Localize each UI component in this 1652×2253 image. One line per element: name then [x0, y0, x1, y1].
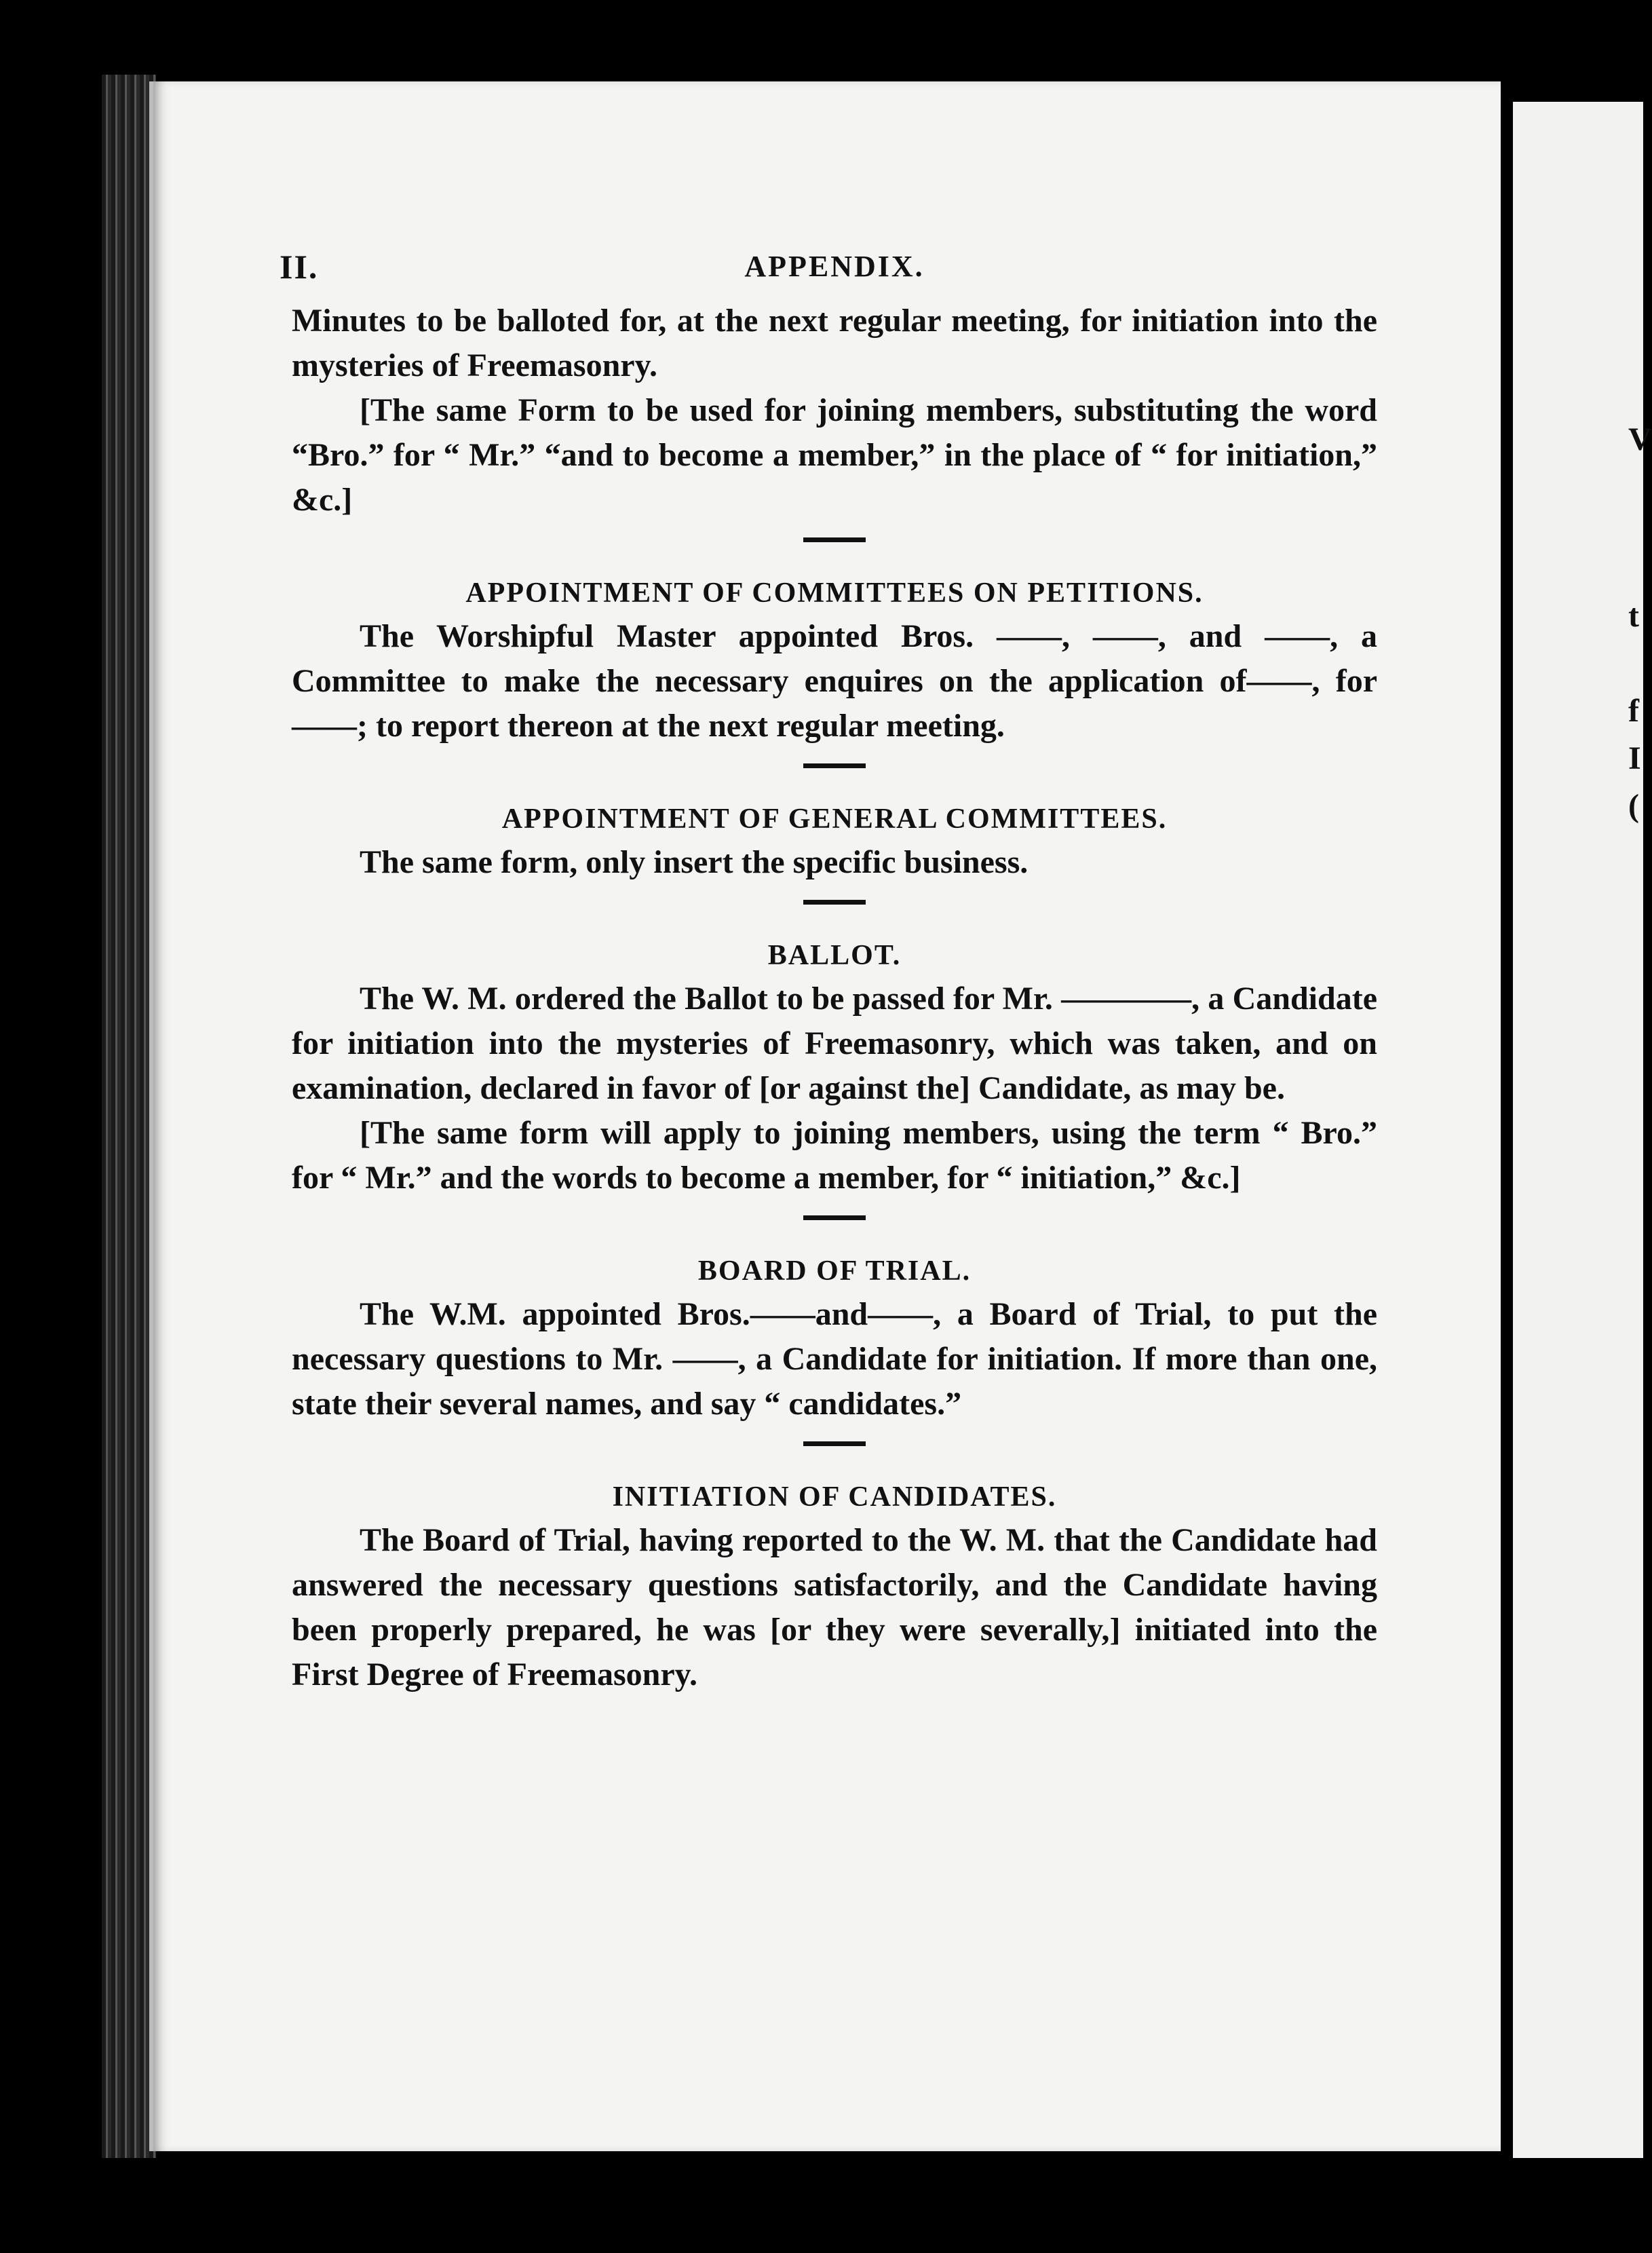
section-divider: [803, 1441, 866, 1446]
running-title: APPENDIX.: [744, 250, 925, 283]
next-page-fragment: f: [1628, 693, 1639, 729]
next-page-fragment: (: [1628, 788, 1639, 824]
section-heading: INITIATION OF CANDIDATES.: [612, 1481, 1057, 1513]
section-paragraph: [The same form will apply to joining members, using the term “ Bro.” for “ Mr.” and the words to become a member, for “ initiation,” &c.]: [292, 1115, 1377, 1196]
next-page-fragment: t: [1628, 598, 1639, 634]
section-paragraph: The same form, only insert the specific business.: [360, 844, 1029, 880]
section-divider: [803, 1215, 866, 1220]
running-head: [280, 244, 1377, 299]
section-heading: BOARD OF TRIAL.: [697, 1255, 972, 1287]
page-text: [280, 244, 1377, 1697]
next-page-edge: [1513, 102, 1652, 2158]
section-divider: [803, 763, 866, 768]
page-number: II.: [280, 248, 319, 286]
section-paragraph: The Worshipful Master appointed Bros. ——, ——, and ——, a Committee to make the necessary enquires on the application of——, for ——; to report thereon at the next regular meeting.: [292, 618, 1377, 744]
next-page-fragment: I: [1628, 740, 1641, 776]
intro-note: [The same Form to be used for joining members, substituting the word “Bro.” for “ Mr.” “and to become a member,” in the place of “ for initiation,” &c.]: [292, 392, 1377, 518]
section-heading: BALLOT.: [767, 940, 902, 971]
next-page-fragment: V: [1628, 421, 1652, 457]
section-divider: [803, 900, 866, 905]
intro-paragraph: Minutes to be balloted for, at the next regular meeting, for initiation into the mysteries of Freemasonry.: [292, 303, 1377, 383]
section-paragraph: The Board of Trial, having reported to the W. M. that the Candidate had answered the necessary questions satisfactorily, and the Candidate having been properly prepared, he was [or they were severally,] initiated into the First Degree of Freemasonry.: [292, 1522, 1377, 1692]
section-paragraph: The W.M. appointed Bros.——and——, a Board of Trial, to put the necessary questions to Mr. ——, a Candidate for initiation. If more than one, state their several names, and say “ candidates.”: [292, 1296, 1377, 1422]
section-paragraph: The W. M. ordered the Ballot to be passed for Mr. ————, a Candidate for initiation into the mysteries of Freemasonry, which was taken, and on examination, declared in favor of [or against the] Candidate, as may be.: [292, 981, 1377, 1106]
section-divider: [803, 537, 866, 542]
page-gutter: [1501, 78, 1512, 2165]
book-edge: [102, 75, 156, 2158]
section-heading: APPOINTMENT OF COMMITTEES ON PETITIONS.: [465, 578, 1204, 609]
section-heading: APPOINTMENT OF GENERAL COMMITTEES.: [501, 803, 1168, 835]
